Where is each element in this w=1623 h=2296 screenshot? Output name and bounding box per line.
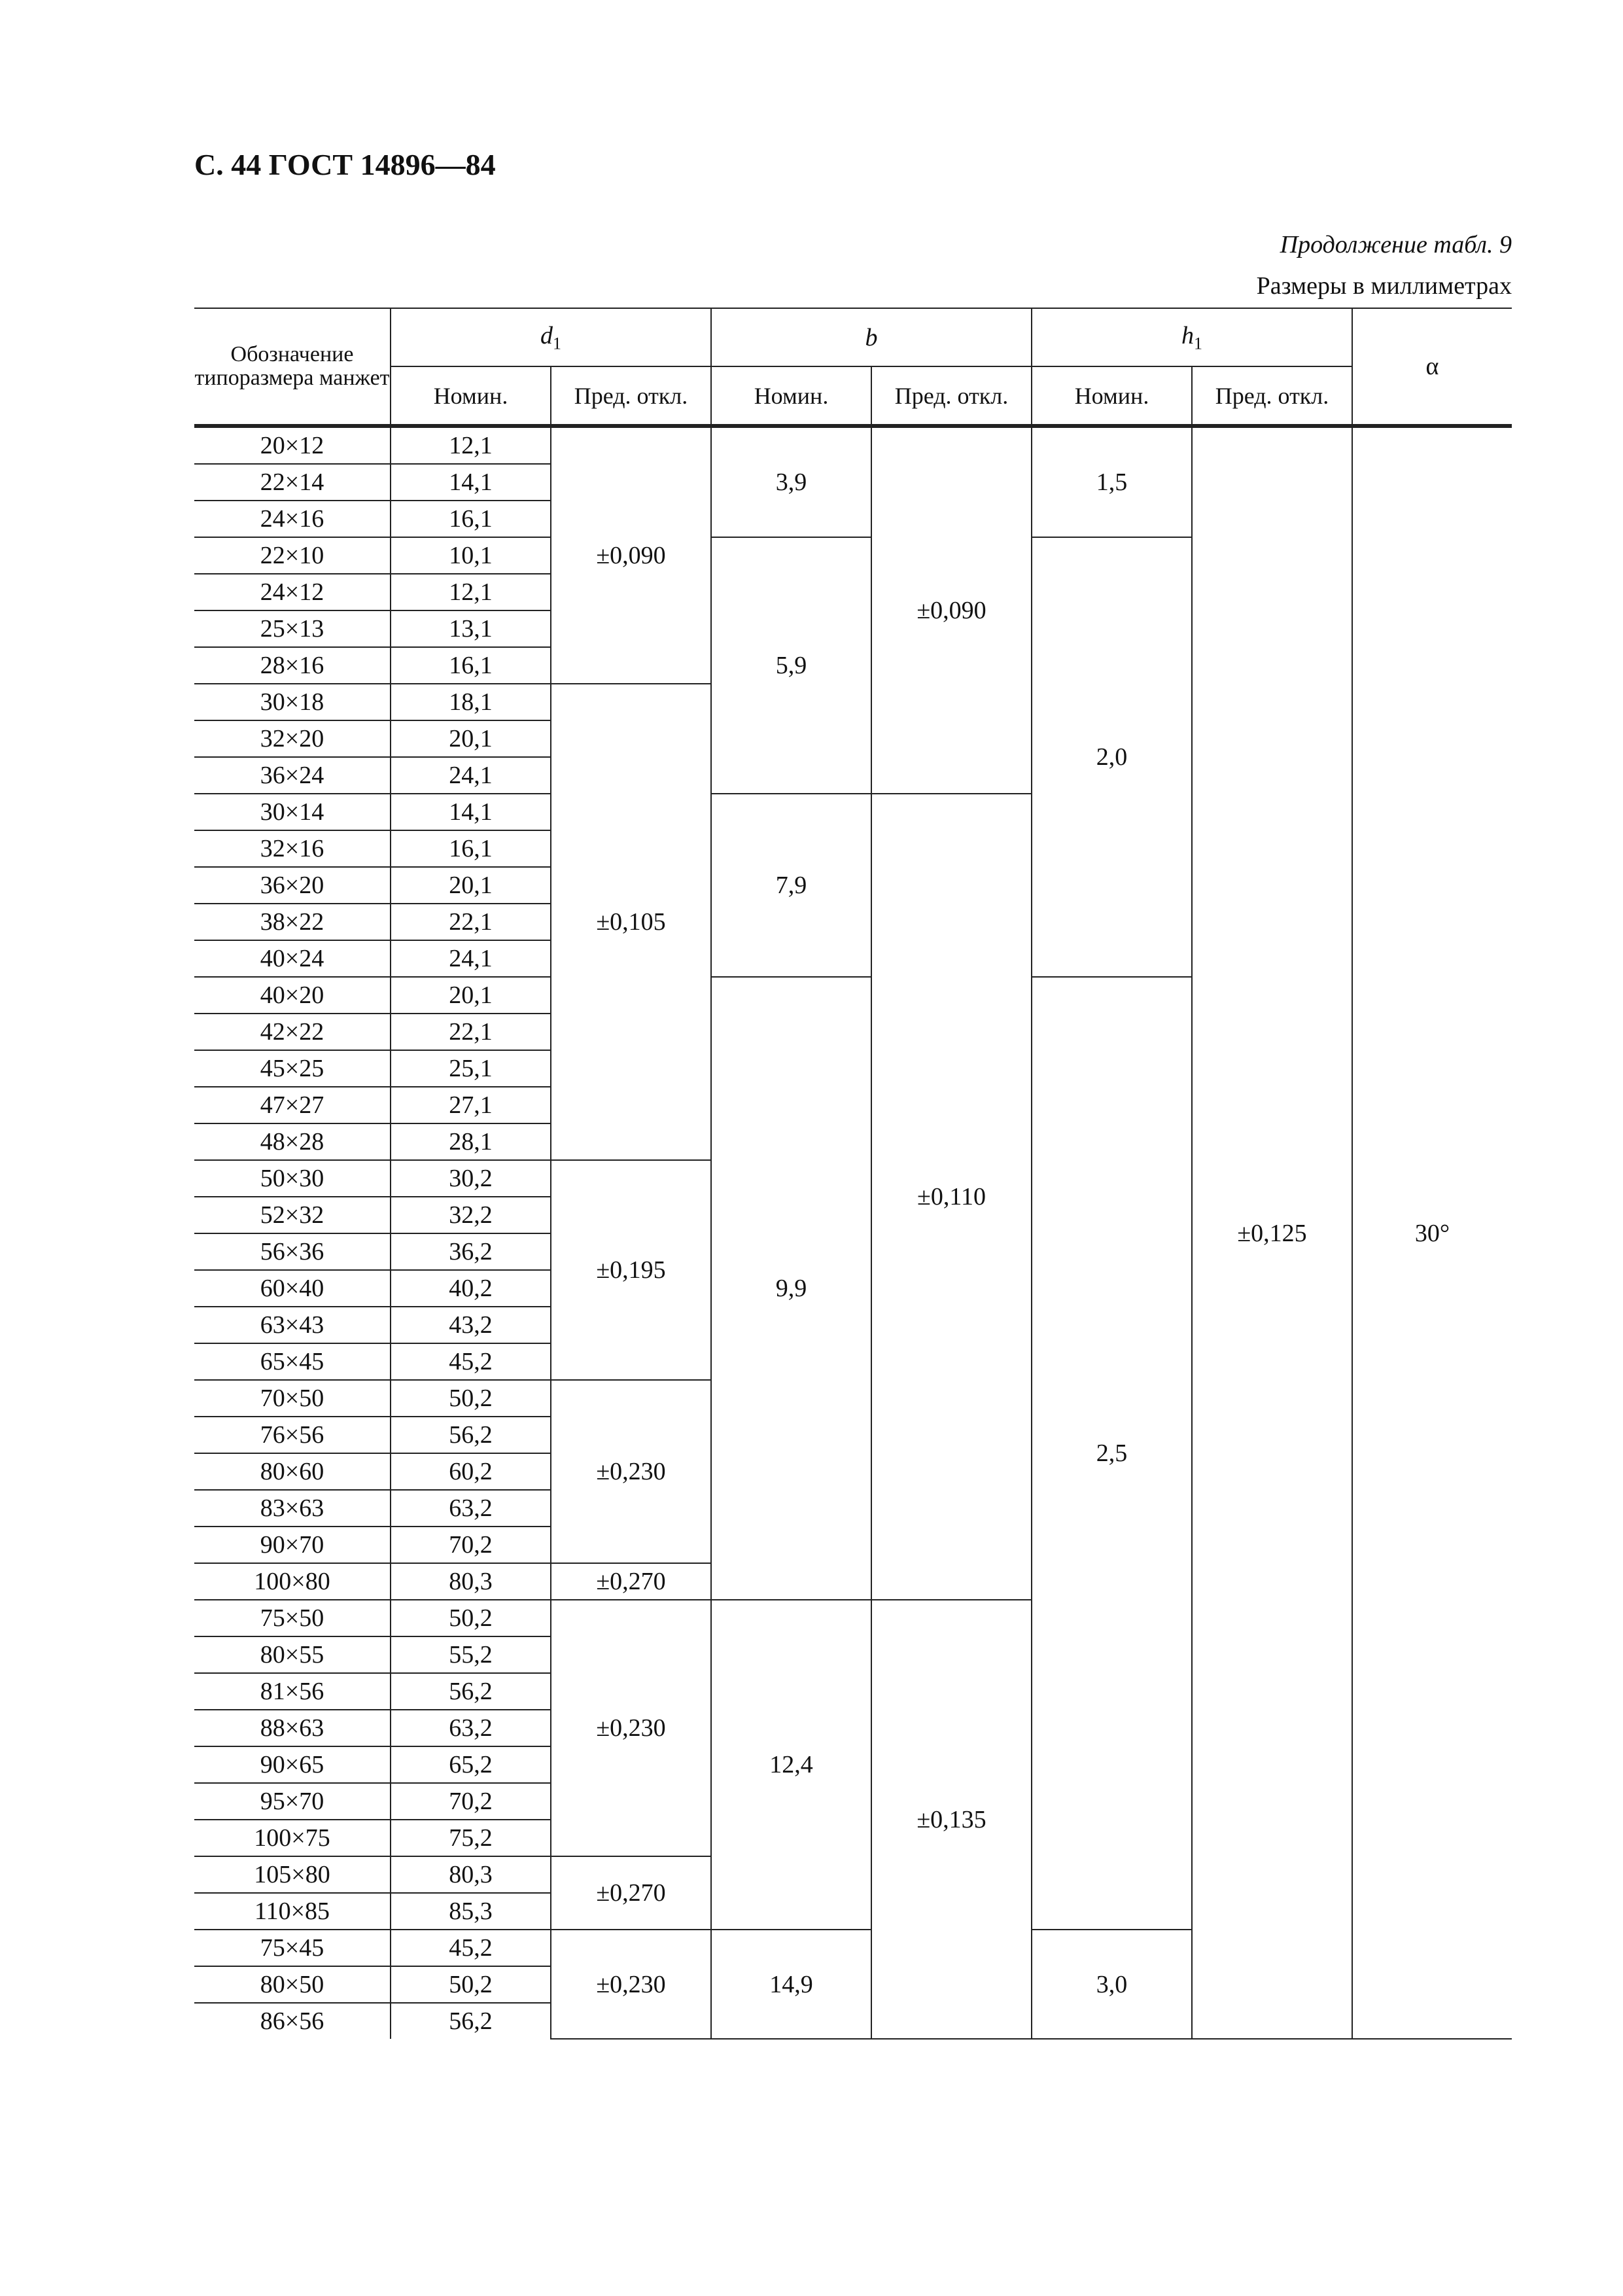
d1-nominal-cell: 27,1 [391,1087,551,1123]
designation-cell: 22×14 [194,464,391,501]
d1-nominal-cell: 36,2 [391,1233,551,1270]
d1-nominal-cell: 45,2 [391,1343,551,1380]
d1-nominal-cell: 14,1 [391,794,551,830]
d1-nominal-cell: 16,1 [391,830,551,867]
designation-cell: 40×20 [194,977,391,1014]
d1-tolerance-cell: ±0,195 [551,1160,711,1380]
designation-cell: 36×24 [194,757,391,794]
d1-tolerance-cell: ±0,270 [551,1856,711,1930]
h1-nominal-cell: 1,5 [1032,426,1192,537]
designation-cell: 80×60 [194,1453,391,1490]
b-nominal-cell: 12,4 [711,1600,871,1930]
designation-cell: 28×16 [194,647,391,684]
designation-cell: 42×22 [194,1014,391,1050]
d1-nominal-cell: 80,3 [391,1856,551,1893]
table-header [194,308,1512,426]
designation-cell: 81×56 [194,1673,391,1710]
table-body [194,426,1512,2039]
designation-cell: 75×45 [194,1930,391,1966]
d1-nominal-cell: 20,1 [391,977,551,1014]
designation-cell: 63×43 [194,1307,391,1343]
d1-tolerance-cell: ±0,230 [551,1600,711,1856]
d1-nominal-cell: 75,2 [391,1820,551,1856]
designation-cell: 70×50 [194,1380,391,1417]
d1-tolerance-cell: ±0,230 [551,1380,711,1563]
b-tolerance-cell: ±0,110 [871,794,1032,1600]
d1-nom-header: Номин. [391,366,551,426]
designation-cell: 32×16 [194,830,391,867]
h1-nominal-cell: 2,5 [1032,977,1192,1930]
d1-nominal-cell: 70,2 [391,1783,551,1820]
b-nominal-cell: 5,9 [711,537,871,794]
table-continuation-note: Продолжение табл. 9 [1280,231,1512,258]
d1-nominal-cell: 50,2 [391,1380,551,1417]
h1-tol-header: Пред. откл. [1192,366,1352,426]
b-tolerance-cell: ±0,090 [871,426,1032,794]
h1-nom-header: Номин. [1032,366,1192,426]
designation-cell: 90×65 [194,1746,391,1783]
b-tolerance-cell: ±0,135 [871,1600,1032,2039]
d1-nominal-cell: 12,1 [391,574,551,610]
designation-cell: 30×14 [194,794,391,830]
designation-cell: 32×20 [194,720,391,757]
designation-cell: 100×80 [194,1563,391,1600]
d1-nominal-cell: 16,1 [391,647,551,684]
designation-cell: 83×63 [194,1490,391,1527]
designation-cell: 60×40 [194,1270,391,1307]
designation-cell: 22×10 [194,537,391,574]
d1-nominal-cell: 60,2 [391,1453,551,1490]
designation-cell: 50×30 [194,1160,391,1197]
d1-nominal-cell: 32,2 [391,1197,551,1233]
d1-tolerance-cell: ±0,270 [551,1563,711,1600]
designation-cell: 24×16 [194,501,391,537]
designation-cell: 24×12 [194,574,391,610]
d1-nominal-cell: 14,1 [391,464,551,501]
d1-nominal-cell: 56,2 [391,2003,551,2039]
d1-nominal-cell: 50,2 [391,1600,551,1636]
h1-header: $h_1$ [1032,308,1352,366]
designation-cell: 36×20 [194,867,391,904]
d1-nominal-cell: 22,1 [391,904,551,940]
designation-cell: 88×63 [194,1710,391,1746]
d1-tolerance-cell: ±0,090 [551,426,711,684]
designation-cell: 105×80 [194,1856,391,1893]
units-note: Размеры в миллиметрах [1256,272,1512,300]
dimensions-table [194,308,1512,2040]
designation-cell: 30×18 [194,684,391,720]
designation-cell: 95×70 [194,1783,391,1820]
d1-nominal-cell: 22,1 [391,1014,551,1050]
d1-tol-header: Пред. откл. [551,366,711,426]
d1-tolerance-cell: ±0,105 [551,684,711,1160]
d1-nominal-cell: 50,2 [391,1966,551,2003]
d1-nominal-cell: 12,1 [391,426,551,464]
d1-nominal-cell: 24,1 [391,757,551,794]
d1-nominal-cell: 20,1 [391,867,551,904]
d1-nominal-cell: 45,2 [391,1930,551,1966]
d1-nominal-cell: 63,2 [391,1490,551,1527]
designation-cell: 52×32 [194,1197,391,1233]
designation-cell: 110×85 [194,1893,391,1930]
designation-cell: 20×12 [194,426,391,464]
b-nom-header: Номин. [711,366,871,426]
d1-nominal-cell: 30,2 [391,1160,551,1197]
designation-header: Обозначение типоразмера манжет [194,308,391,426]
designation-cell: 90×70 [194,1527,391,1563]
designation-cell: 40×24 [194,940,391,977]
d1-nominal-cell: 85,3 [391,1893,551,1930]
b-nominal-cell: 3,9 [711,426,871,537]
d1-nominal-cell: 40,2 [391,1270,551,1307]
alpha-cell: 30° [1352,426,1512,2039]
d1-nominal-cell: 63,2 [391,1710,551,1746]
designation-cell: 56×36 [194,1233,391,1270]
b-tol-header: Пред. откл. [871,366,1032,426]
d1-tolerance-cell: ±0,230 [551,1930,711,2039]
d1-nominal-cell: 13,1 [391,610,551,647]
d1-nominal-cell: 56,2 [391,1673,551,1710]
page-title: С. 44 ГОСТ 14896—84 [194,148,496,181]
h1-nominal-cell: 3,0 [1032,1930,1192,2039]
designation-cell: 75×50 [194,1600,391,1636]
d1-nominal-cell: 55,2 [391,1636,551,1673]
d1-nominal-cell: 16,1 [391,501,551,537]
b-nominal-cell: 14,9 [711,1930,871,2039]
d1-nominal-cell: 20,1 [391,720,551,757]
b-nominal-cell: 7,9 [711,794,871,977]
designation-cell: 80×55 [194,1636,391,1673]
designation-cell: 76×56 [194,1417,391,1453]
d1-nominal-cell: 24,1 [391,940,551,977]
designation-cell: 38×22 [194,904,391,940]
d1-nominal-cell: 80,3 [391,1563,551,1600]
alpha-header: α [1352,308,1512,426]
designation-cell: 48×28 [194,1123,391,1160]
d1-header: $d_1$ [391,308,711,366]
designation-cell: 80×50 [194,1966,391,2003]
d1-nominal-cell: 56,2 [391,1417,551,1453]
designation-cell: 86×56 [194,2003,391,2039]
designation-cell: 25×13 [194,610,391,647]
b-header: b [711,308,1032,366]
designation-cell: 65×45 [194,1343,391,1380]
d1-nominal-cell: 10,1 [391,537,551,574]
b-nominal-cell: 9,9 [711,977,871,1600]
table-row [194,426,1512,464]
d1-nominal-cell: 18,1 [391,684,551,720]
h1-nominal-cell: 2,0 [1032,537,1192,977]
designation-cell: 45×25 [194,1050,391,1087]
d1-nominal-cell: 65,2 [391,1746,551,1783]
h1-tolerance-cell: ±0,125 [1192,426,1352,2039]
d1-nominal-cell: 43,2 [391,1307,551,1343]
d1-nominal-cell: 28,1 [391,1123,551,1160]
d1-nominal-cell: 70,2 [391,1527,551,1563]
designation-cell: 47×27 [194,1087,391,1123]
designation-cell: 100×75 [194,1820,391,1856]
d1-nominal-cell: 25,1 [391,1050,551,1087]
